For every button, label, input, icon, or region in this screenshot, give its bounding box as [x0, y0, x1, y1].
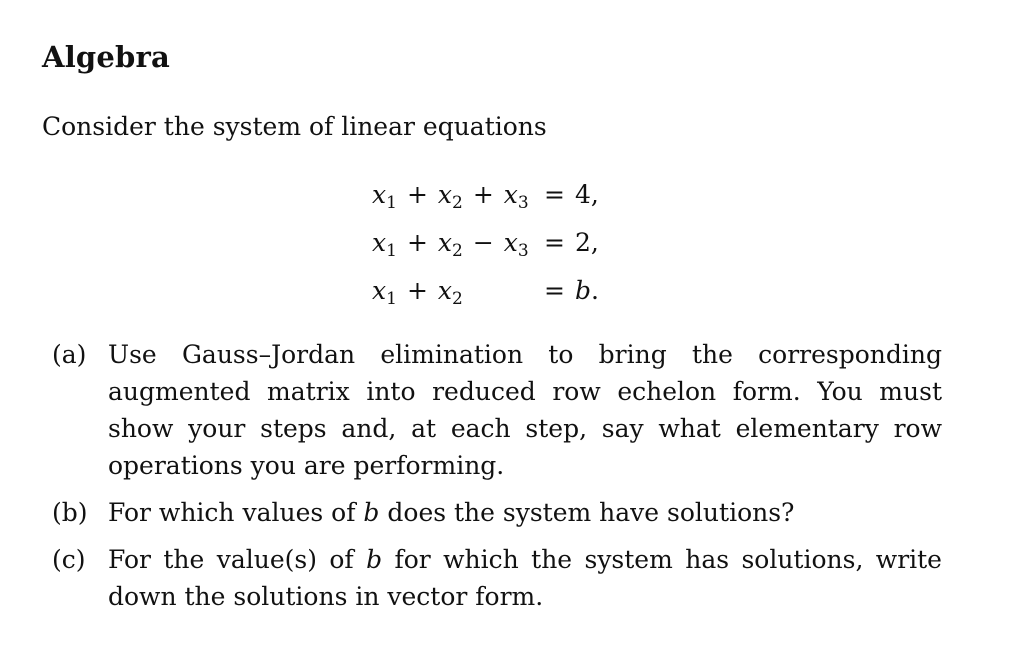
equation-punctuation: , — [590, 228, 599, 257]
equation-rhs — [544, 180, 599, 209]
math-subscript: 2 — [452, 193, 463, 213]
math-variable: $x_1$ — [372, 180, 397, 213]
math-relation: = — [544, 276, 565, 305]
question-part-text — [108, 494, 942, 531]
math-subscript: 1 — [386, 241, 397, 261]
text-segment: For which values of — [108, 498, 364, 527]
math-variable: $x_1$ — [372, 276, 397, 309]
math-subscript: 1 — [386, 193, 397, 213]
equation-lhs — [372, 228, 529, 261]
equation-lhs — [372, 180, 529, 213]
math-operator: + — [406, 228, 428, 257]
equation-value: 2 — [574, 228, 591, 257]
math-operator: − — [472, 228, 494, 257]
math-subscript: 3 — [517, 193, 529, 213]
math-variable: b — [363, 498, 380, 527]
math-subscript: 2 — [452, 241, 463, 261]
math-variable: $x_3$ — [503, 228, 529, 261]
math-relation: = — [544, 228, 565, 257]
question-parts — [52, 336, 942, 615]
math-subscript: 3 — [517, 241, 529, 261]
equation-punctuation: . — [590, 276, 599, 305]
math-subscript: 1 — [386, 289, 397, 309]
equation-punctuation: , — [590, 180, 599, 209]
question-part — [52, 494, 942, 531]
question-part-label: (a) — [52, 340, 87, 369]
equation-value: b — [574, 276, 591, 305]
math-variable: $x_2$ — [437, 276, 463, 309]
math-operator: + — [406, 180, 428, 209]
question-part — [52, 336, 942, 484]
equation-rhs — [544, 228, 599, 257]
math-relation: = — [544, 180, 565, 209]
text-segment: for which the system has solutions, write down the solutions in vector form. — [108, 545, 942, 611]
equation-rhs — [544, 276, 599, 305]
question-part — [52, 541, 942, 615]
section-heading: Algebra — [42, 40, 170, 74]
math-variable: $x_1$ — [372, 228, 397, 261]
equation-lhs — [372, 276, 463, 309]
text-segment: does the system have solutions? — [379, 498, 795, 527]
math-variable: $x_2$ — [437, 180, 463, 213]
text-segment: For the value(s) of — [108, 545, 367, 574]
math-variable: $x_3$ — [503, 180, 529, 213]
math-operator: + — [472, 180, 494, 209]
math-variable: $x_2$ — [437, 228, 463, 261]
question-part-text — [108, 541, 942, 615]
question-part-label: (b) — [52, 498, 88, 527]
math-variable: b — [366, 545, 383, 574]
question-part-label: (c) — [52, 545, 86, 574]
question-part-text — [108, 336, 942, 484]
math-operator: + — [406, 276, 428, 305]
intro-text: Consider the system of linear equations — [42, 112, 547, 141]
text-segment: Use Gauss–Jordan elimination to bring the corresponding augmented matrix into reduced row echelon form. You must show your steps and, at each step, say what elementary row operations you are performing. — [108, 340, 942, 480]
math-subscript: 2 — [452, 289, 463, 309]
equation-value: 4 — [574, 180, 591, 209]
